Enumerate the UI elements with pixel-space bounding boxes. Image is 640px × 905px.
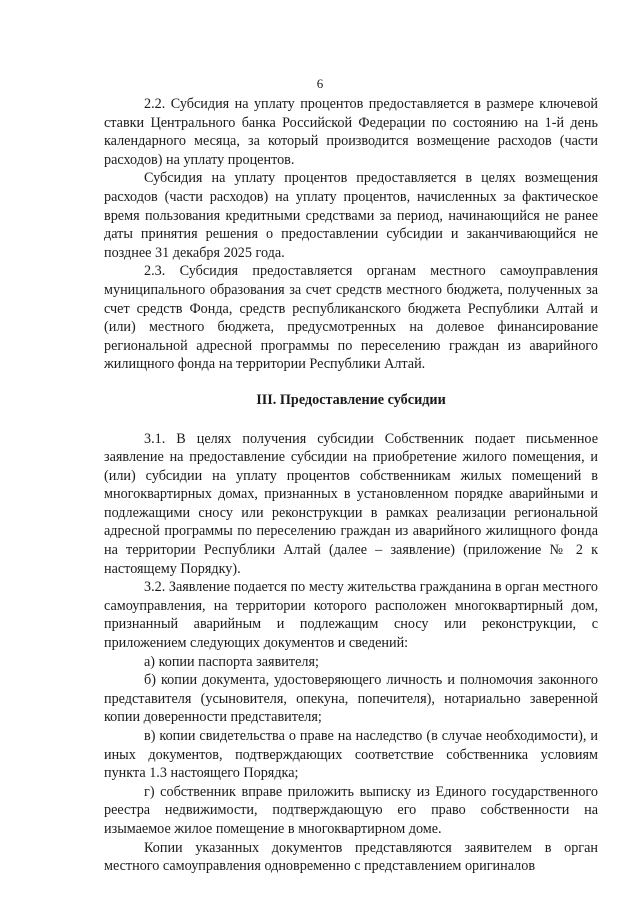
- document-body: [104, 95, 598, 876]
- paragraph-2-2: 2.2. Субсидия на уплату процентов предоставляется в размере ключевой ставки Центрального банка Российской Федерации по состоянию на 1-й день календарного месяца, за который производится возмещение расходов (части расходов) на уплату процентов.: [104, 96, 598, 168]
- section-heading: III. Предоставление субсидии: [256, 391, 446, 408]
- paragraph-interest-subsidy-purpose: Субсидия на уплату процентов предоставляется в целях возмещения расходов (части расходов) на уплату процентов, начисленных за фактическое время пользования кредитными средствами за период, начинающийся не ранее даты принятия решения о предоставлении субсидии и заканчивающийся не позднее 31 декабря 2025 года.: [104, 170, 598, 261]
- paragraph-2-3: 2.3. Субсидия предоставляется органам местного самоуправления муниципального образования за счет средств местного бюджета, полученных за счет средств Фонда, средств республиканского бюджета Республики Алтай и (или) местного бюджета, предусмотренных на долевое финансирование региональной адресной программы по переселению граждан из аварийного жилищного фонда на территории Республики Алтай.: [104, 263, 598, 373]
- paragraph-3-2: 3.2. Заявление подается по месту жительства гражданина в орган местного самоуправления, на территории которого расположен многоквартирный дом, признанный аварийным и подлежащим сносу или реконструкции, с приложением следующих документов и сведений:: [104, 579, 598, 652]
- list-item-v: в) копии свидетельства о праве на наследство (в случае необходимости), и иных документов, подтверждающих соответствие собственника условиям пункта 1.3 настоящего Порядка;: [104, 728, 598, 782]
- paragraph-copies-submission: Копии указанных документов представляются заявителем в орган местного самоуправления одновременно с представлением оригиналов: [104, 839, 598, 875]
- list-item-a: а) копии паспорта заявителя;: [144, 653, 319, 670]
- list-item-g: г) собственник вправе приложить выписку из Единого государственного реестра недвижимости, подтверждающую его право собственности на изымаемое жилое помещение в многоквартирном доме.: [104, 783, 598, 837]
- paragraph-3-1: 3.1. В целях получения субсидии Собственник подает письменное заявление на предоставление субсидии на приобретение жилого помещения, и (или) субсидии на уплату процентов собственникам жилых помещений в многоквартирных домах, признанных в установленном порядке аварийными и подлежащими сносу или реконструкции в рамках реализации региональной адресной программы по переселению граждан из аварийного жилищного фонда на территории Республики Алтай (далее – заявление) (приложение № 2 к настоящему Порядку).: [104, 430, 598, 577]
- list-item-b: б) копии документа, удостоверяющего личность и полномочия законного представителя (усыновителя, опекуна, попечителя), нотариально заверенной копии доверенности представителя;: [104, 672, 598, 726]
- page-number: 6: [316, 76, 324, 91]
